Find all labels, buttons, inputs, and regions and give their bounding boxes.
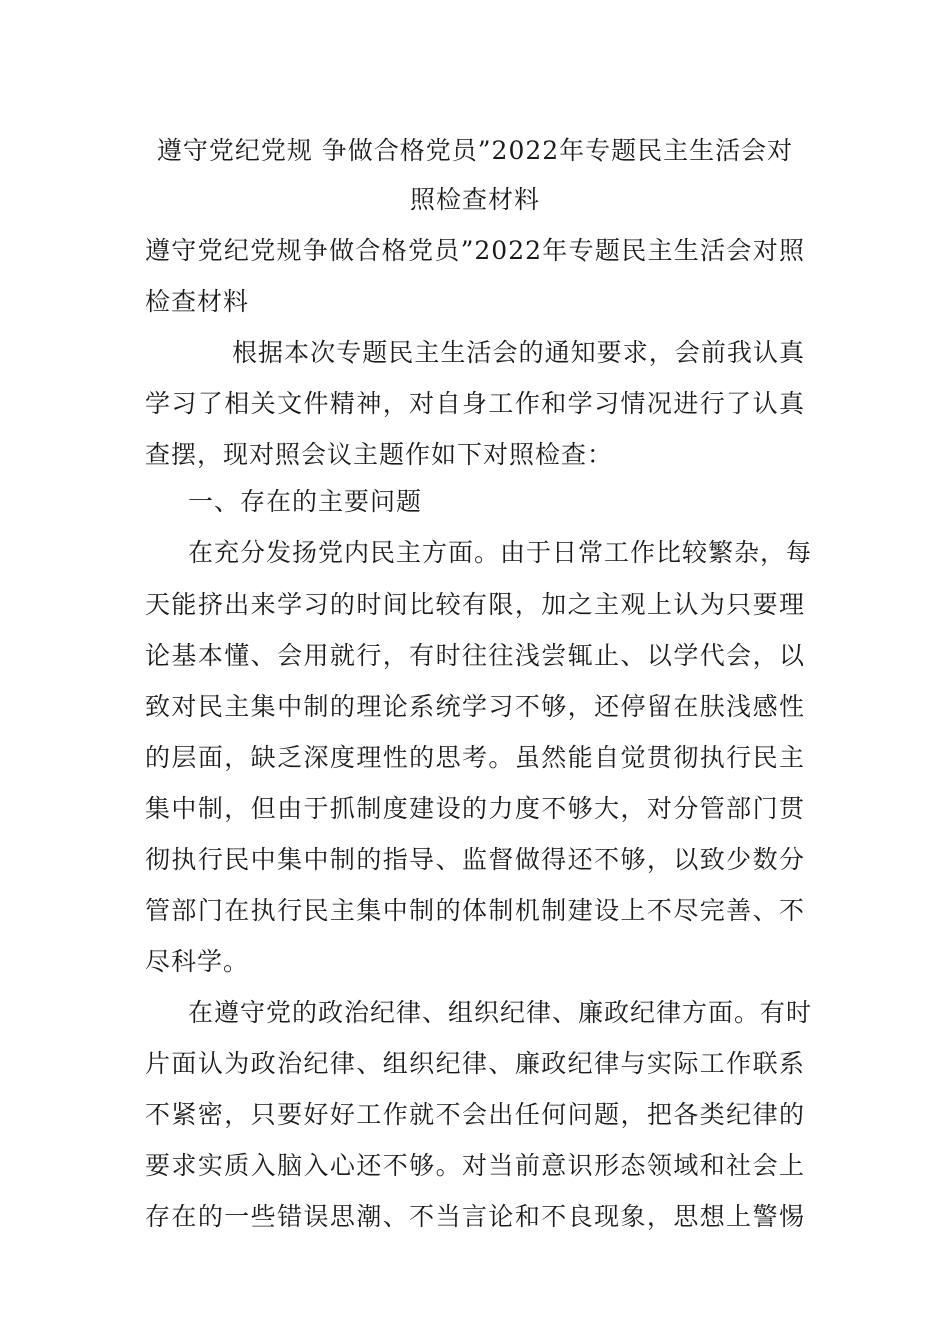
text-line: 在充分发扬党内民主方面。由于日常工作比较繁杂，每 xyxy=(188,538,813,567)
text-line: 的层面，缺乏深度理性的思考。虽然能自觉贯彻执行民主 xyxy=(145,743,805,772)
text-line: 查摆，现对照会议主题作如下对照检查： xyxy=(145,440,614,469)
text-line: 天能挤出来学习的时间比较有限，加之主观上认为只要理 xyxy=(145,590,805,619)
text-line: 不紧密，只要好好工作就不会出任何问题，把各类纪律的 xyxy=(145,1100,805,1129)
text-line: 管部门在执行民主集中制的体制机制建设上不尽完善、不 xyxy=(145,896,805,925)
section-heading: 一、存在的主要问题 xyxy=(188,487,423,516)
text-line: 尽科学。 xyxy=(145,947,250,976)
text-line: 在遵守党的政治纪律、组织纪律、廉政纪律方面。有时 xyxy=(188,998,813,1027)
text-line: 集中制，但由于抓制度建设的力度不够大，对分管部门贯 xyxy=(145,794,805,823)
text-line: 检查材料 xyxy=(145,287,250,316)
text-line: 彻执行民中集中制的指导、监督做得还不够，以致少数分 xyxy=(145,845,805,874)
text-line: 论基本懂、会用就行，有时往往浅尝辄止、以学代会，以 xyxy=(145,641,805,670)
text-line: 片面认为政治纪律、组织纪律、廉政纪律与实际工作联系 xyxy=(145,1049,805,1078)
document-title-line-2: 照检查材料 xyxy=(409,185,540,214)
text-line: 遵守党纪党规争做合格党员”2022年专题民主生活会对照 xyxy=(145,236,805,265)
text-line: 学习了相关文件精神，对自身工作和学习情况进行了认真 xyxy=(145,389,805,418)
text-line: 要求实质入脑入心还不够。对当前意识形态领域和社会上 xyxy=(145,1151,805,1180)
text-line: 致对民主集中制的理论系统学习不够，还停留在肤浅感性 xyxy=(145,692,805,721)
text-line: 存在的一些错误思潮、不当言论和不良现象，思想上警惕 xyxy=(145,1202,805,1231)
text-line: 根据本次专题民主生活会的通知要求，会前我认真 xyxy=(232,338,805,367)
document-title-line-1: 遵守党纪党规 争做合格党员”2022年专题民主生活会对 xyxy=(156,136,794,165)
